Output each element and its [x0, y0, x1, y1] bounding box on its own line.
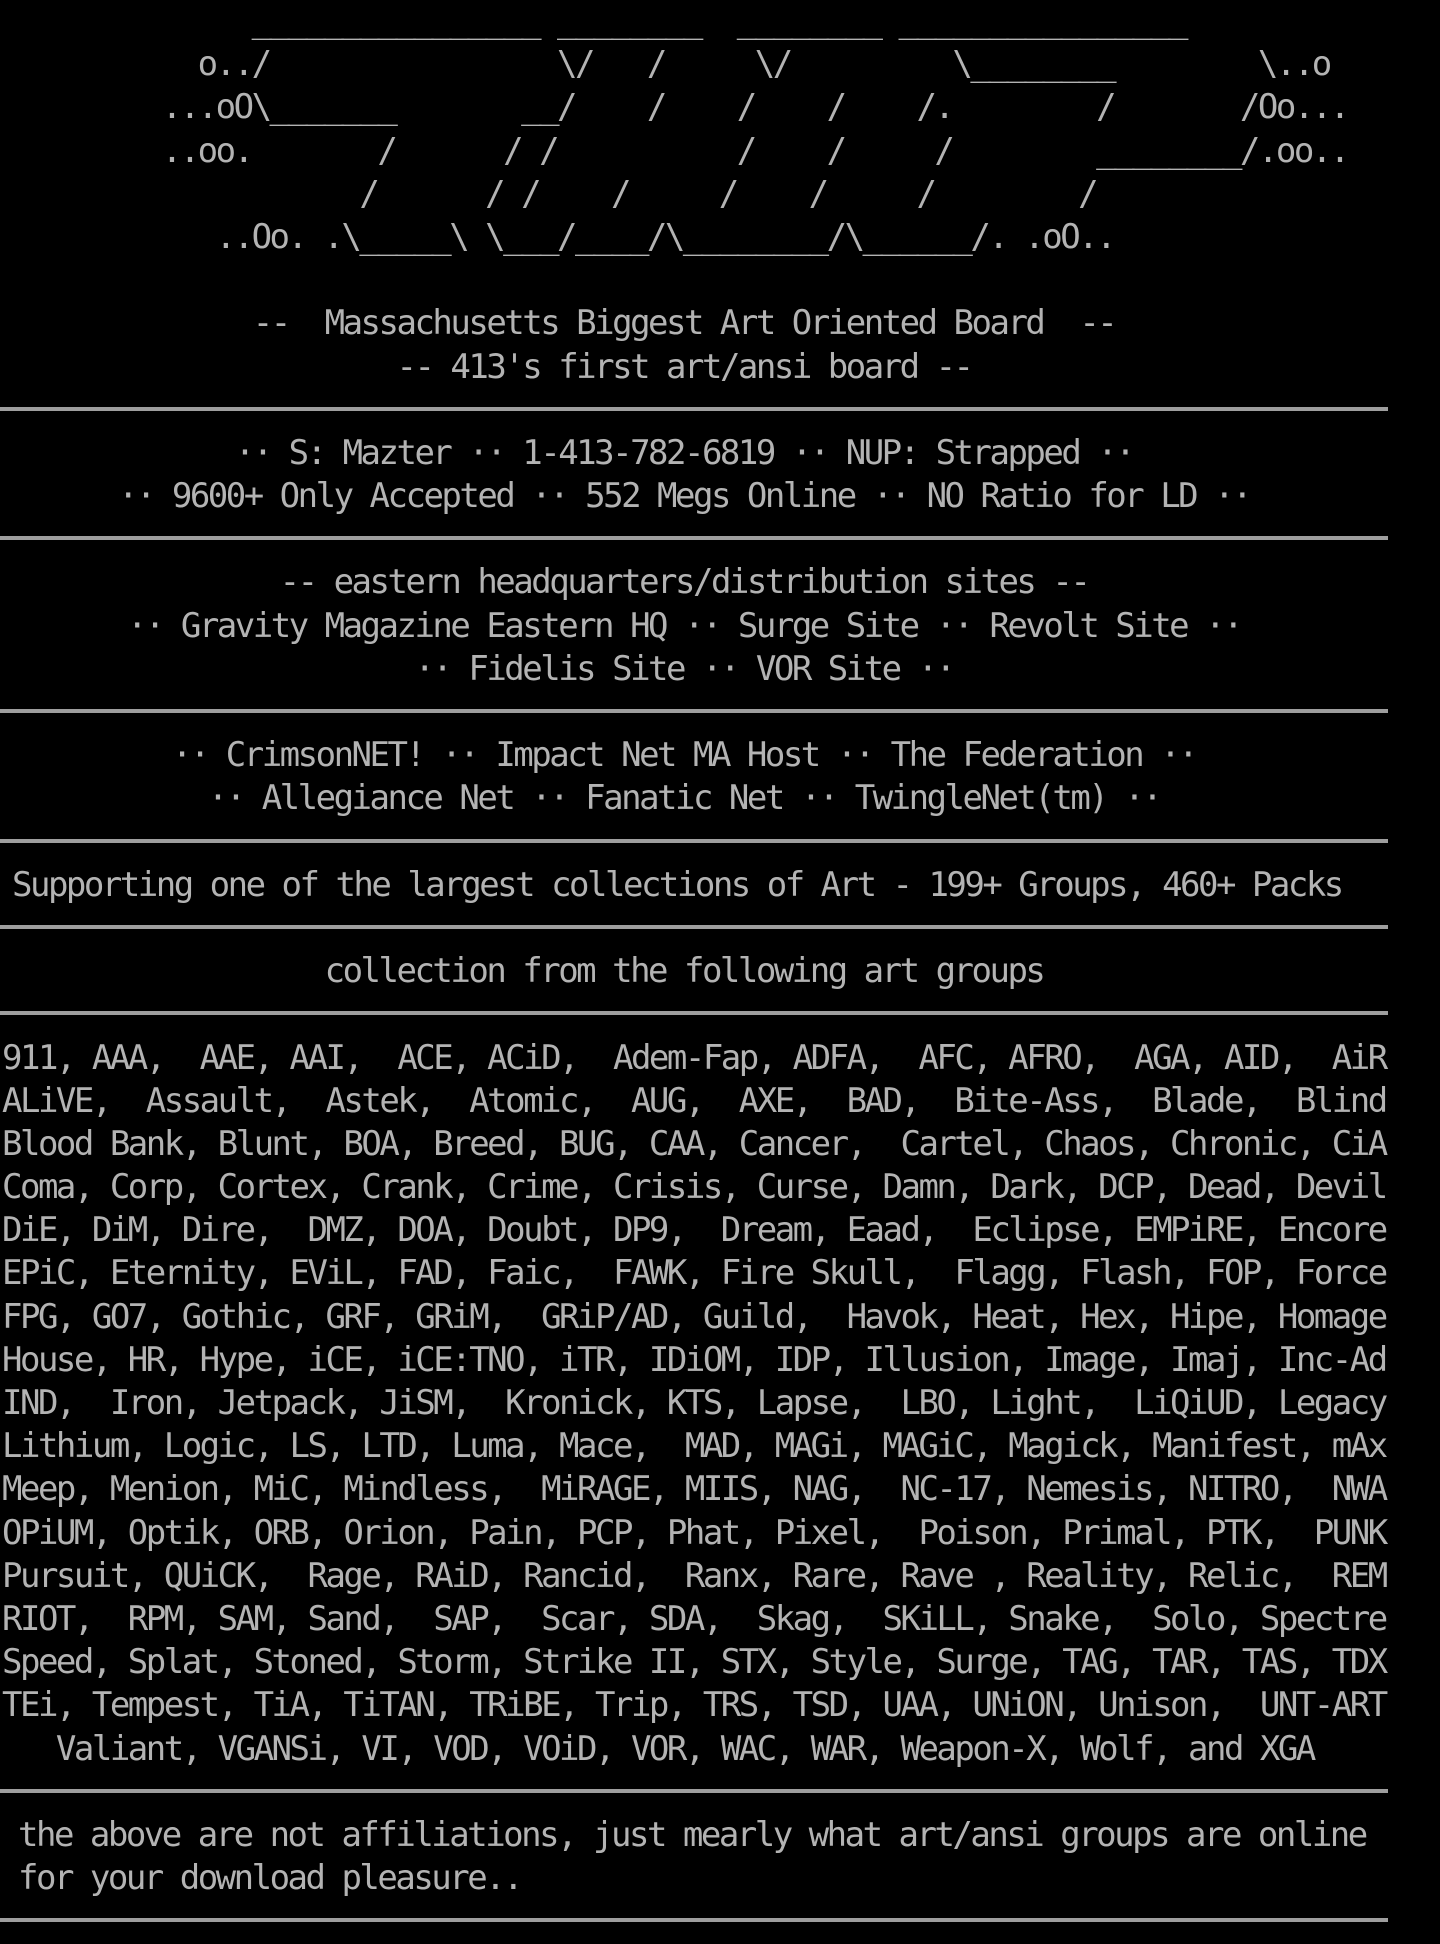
art-groups-line: RIOT, RPM, SAM, Sand, SAP, Scar, SDA, Skag, SKiLL, Snake, Solo, Spectre	[2, 1598, 1386, 1639]
divider-row	[0, 993, 1440, 1036]
art-groups-line: Lithium, Logic, LS, LTD, Luma, Mace, MAD, MAGi, MAGiC, Magick, Manifest, mAx	[2, 1426, 1386, 1467]
divider-row	[0, 1771, 1440, 1814]
tagline-massachusetts: -- Massachusetts Biggest Art Oriented Board --	[252, 303, 1116, 344]
networks-line-1: ·· CrimsonNET! ·· Impact Net MA Host ·· The Federation ··	[171, 735, 1197, 776]
divider-line	[0, 1789, 1388, 1793]
art-groups-line: Blood Bank, Blunt, BOA, Breed, BUG, CAA, Cancer, Cartel, Chaos, Chronic, CiA	[2, 1123, 1386, 1164]
divider-row	[0, 691, 1440, 734]
collection-header: collection from the following art groups	[324, 951, 1044, 992]
ascii-banner-line-5: / / / / / / / /	[0, 173, 1097, 214]
art-groups-line: TEi, Tempest, TiA, TiTAN, TRiBE, Trip, TRS, TSD, UAA, UNiON, Unison, UNT-ART	[2, 1685, 1386, 1726]
divider-row	[0, 907, 1440, 950]
hq-sites-line-1: ·· Gravity Magazine Eastern HQ ·· Surge Site ·· Revolt Site ··	[126, 605, 1242, 646]
divider-row	[0, 518, 1440, 561]
divider-row	[0, 821, 1440, 864]
art-groups-line: Valiant, VGANSi, VI, VOD, VOiD, VOR, WAC, WAR, Weapon-X, Wolf, and XGA	[2, 1728, 1314, 1769]
sysop-info-line: ·· S: Mazter ·· 1-413-782-6819 ·· NUP: Strapped ··	[234, 432, 1134, 473]
divider-line	[0, 1918, 1388, 1922]
divider-line	[0, 536, 1388, 540]
divider-line	[0, 407, 1388, 411]
art-groups-line: 911, AAA, AAE, AAI, ACE, ACiD, Adem-Fap, ADFA, AFC, AFRO, AGA, AID, AiR	[2, 1037, 1386, 1078]
art-groups-line: FPG, GO7, Gothic, GRF, GRiM, GRiP/AD, Guild, Havok, Heat, Hex, Hipe, Homage	[2, 1296, 1386, 1337]
ascii-banner-line-1: ________________ ________ ________ ________________	[0, 1, 1187, 41]
art-groups-line: OPiUM, Optik, ORB, Orion, Pain, PCP, Phat, Pixel, Poison, Primal, PTK, PUNK	[2, 1512, 1386, 1553]
blank-row	[0, 259, 1440, 302]
supporting-line: Supporting one of the largest collections of Art - 199+ Groups, 460+ Packs	[12, 864, 1342, 905]
networks-line-2: ·· Allegiance Net ·· Fanatic Net ·· TwingleNet(tm) ··	[207, 778, 1161, 819]
art-groups-line: Coma, Corp, Cortex, Crank, Crime, Crisis, Curse, Damn, Dark, DCP, Dead, Devil	[2, 1167, 1386, 1208]
footer-note-line-2: for your download pleasure..	[18, 1858, 522, 1899]
tagline-413-first-board: -- 413's first art/ansi board --	[396, 346, 972, 387]
art-groups-line: Meep, Menion, MiC, Mindless, MiRAGE, MIIS, NAG, NC-17, Nemesis, NITRO, NWA	[2, 1469, 1386, 1510]
access-info-line: ·· 9600+ Only Accepted ·· 552 Megs Online ·· NO Ratio for LD ··	[117, 476, 1251, 517]
ascii-banner-line-4: ..oo. / / / / / / ________/.oo..	[0, 130, 1348, 171]
art-groups-line: IND, Iron, Jetpack, JiSM, Kronick, KTS, Lapse, LBO, Light, LiQiUD, Legacy	[2, 1383, 1386, 1423]
ascii-banner-line-2: o../ \/ / \/ \________ \..o	[0, 44, 1330, 85]
divider-line	[0, 709, 1388, 713]
hq-header-line: -- eastern headquarters/distribution sites --	[279, 562, 1089, 603]
art-groups-line: EPiC, Eternity, EViL, FAD, Faic, FAWK, Fire Skull, Flagg, Flash, FOP, Force	[2, 1253, 1386, 1294]
footer-note-line-1: the above are not affiliations, just mearly what art/ansi groups are online	[18, 1814, 1366, 1855]
divider-row	[0, 389, 1440, 432]
art-groups-line: House, HR, Hype, iCE, iCE:TNO, iTR, IDiOM, IDP, Illusion, Image, Imaj, Inc-Ad	[2, 1339, 1386, 1380]
ascii-banner-line-6: ..Oo. .\_____\ \___/____/\________/\______/. .oO..	[0, 216, 1115, 257]
hq-sites-line-2: ·· Fidelis Site ·· VOR Site ··	[414, 648, 954, 689]
divider-line	[0, 1011, 1388, 1015]
art-groups-line: ALiVE, Assault, Astek, Atomic, AUG, AXE, BAD, Bite-Ass, Blade, Blind	[2, 1080, 1386, 1121]
divider-line	[0, 839, 1388, 843]
art-groups-line: Speed, Splat, Stoned, Storm, Strike II, STX, Style, Surge, TAG, TAR, TAS, TDX	[2, 1642, 1386, 1683]
art-groups-line: Pursuit, QUiCK, Rage, RAiD, Rancid, Ranx, Rare, Rave , Reality, Relic, REM	[2, 1555, 1386, 1596]
art-groups-line: DiE, DiM, Dire, DMZ, DOA, Doubt, DP9, Dream, Eaad, Eclipse, EMPiRE, Encore	[2, 1210, 1386, 1251]
divider-row	[0, 1900, 1440, 1943]
divider-line	[0, 925, 1388, 929]
ascii-banner-line-3: ...oO\_______ __/ / / / /. / /Oo...	[0, 87, 1348, 128]
